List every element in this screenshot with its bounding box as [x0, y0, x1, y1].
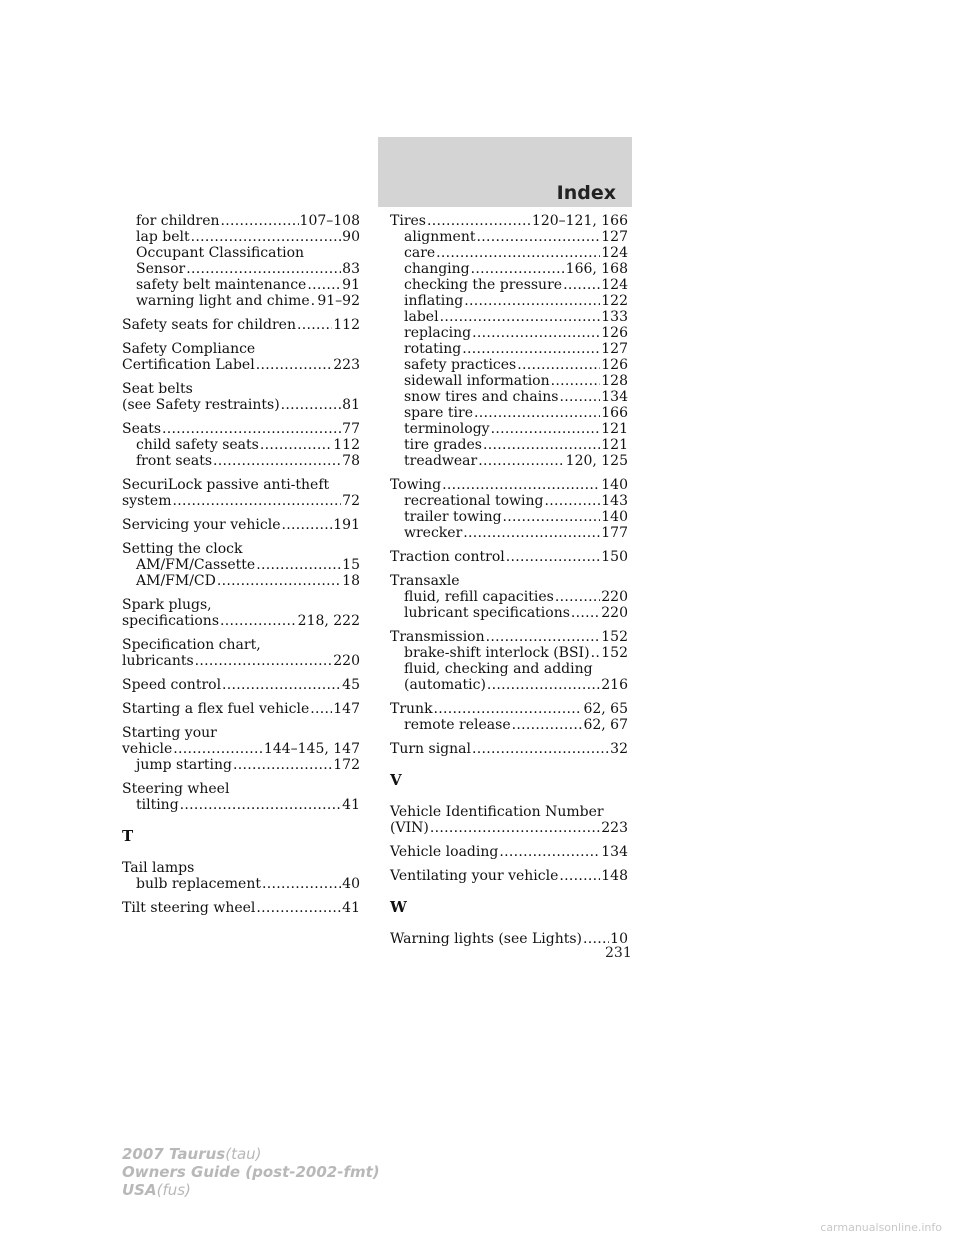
index-line	[122, 317, 360, 333]
index-line	[390, 629, 628, 645]
index-page-ref: 126	[601, 325, 628, 341]
index-line	[390, 931, 628, 947]
index-page-ref: 223	[333, 357, 360, 373]
index-page-ref: 152	[601, 629, 628, 645]
index-column-left	[122, 213, 360, 924]
index-page-ref: 172	[333, 757, 360, 773]
index-entry	[122, 781, 360, 813]
index-term: SecuriLock passive anti-theft	[122, 477, 330, 493]
dot-leader	[462, 341, 600, 357]
index-entry	[390, 844, 628, 860]
index-entry	[122, 701, 360, 717]
index-line	[122, 653, 360, 669]
index-term: spare tire	[404, 405, 474, 421]
index-term: trailer towing	[404, 509, 502, 525]
index-term: Towing	[390, 477, 442, 493]
index-line	[122, 245, 360, 261]
index-page-ref: 120–121, 166	[531, 213, 628, 229]
index-line	[390, 389, 628, 405]
index-term: Turn signal	[390, 741, 471, 757]
index-line	[122, 277, 360, 293]
index-page-ref: 191	[333, 517, 360, 533]
index-page-ref: 62, 67	[583, 717, 628, 733]
index-term: label	[404, 309, 439, 325]
index-entry	[122, 637, 360, 669]
page-title: Index	[556, 182, 616, 204]
dot-leader	[472, 741, 609, 757]
dot-leader	[191, 229, 342, 245]
dot-leader	[476, 229, 600, 245]
index-term: treadwear	[404, 453, 478, 469]
index-term: Seats	[122, 421, 162, 437]
index-page-ref: 220	[601, 605, 628, 621]
index-line	[122, 876, 360, 892]
index-term: terminology	[404, 421, 490, 437]
index-term: vehicle	[122, 741, 173, 757]
dot-leader	[297, 317, 332, 333]
index-term: sidewall information	[404, 373, 550, 389]
index-line	[122, 261, 360, 277]
index-line	[390, 645, 628, 661]
index-entry	[122, 860, 360, 892]
index-line	[390, 277, 628, 293]
index-line	[390, 373, 628, 389]
index-line	[390, 701, 628, 717]
index-line	[390, 573, 628, 589]
index-term: alignment	[404, 229, 476, 245]
index-term: snow tires and chains	[404, 389, 559, 405]
index-page-ref: 124	[601, 245, 628, 261]
index-term: fluid, checking and adding	[404, 661, 593, 677]
dot-leader	[483, 437, 600, 453]
index-term: jump starting	[136, 757, 232, 773]
index-page-ref: 91–92	[317, 293, 360, 309]
dot-leader	[487, 677, 600, 693]
index-term: for children	[136, 213, 220, 229]
dot-leader	[559, 389, 600, 405]
footer-market: USA	[122, 1181, 157, 1199]
index-line	[390, 245, 628, 261]
index-term: specifications	[122, 613, 220, 629]
index-page-ref: 72	[342, 493, 360, 509]
index-page-ref: 10	[610, 931, 628, 947]
index-term: safety practices	[404, 357, 517, 373]
index-line	[390, 868, 628, 884]
index-page-ref: 112	[333, 437, 360, 453]
dot-leader	[213, 453, 341, 469]
index-line	[122, 229, 360, 245]
dot-leader	[220, 613, 297, 629]
index-term: front seats	[136, 453, 213, 469]
index-page-ref: 83	[342, 261, 360, 277]
index-term: Occupant Classification	[136, 245, 305, 261]
index-term: Speed control	[122, 677, 222, 693]
index-term: Tilt steering wheel	[122, 900, 256, 916]
index-term: (see Safety restraints)	[122, 397, 280, 413]
index-page-ref: 140	[601, 477, 628, 493]
index-page-ref: 223	[601, 820, 628, 836]
index-page-ref: 90	[342, 229, 360, 245]
index-term: checking the pressure	[404, 277, 563, 293]
dot-leader	[311, 293, 317, 309]
index-page-ref: 127	[601, 229, 628, 245]
dot-leader	[427, 213, 531, 229]
index-page-ref: 112	[333, 317, 360, 333]
index-page-ref: 166	[601, 405, 628, 421]
dot-leader	[262, 876, 341, 892]
index-term: Tires	[390, 213, 426, 229]
index-line	[390, 493, 628, 509]
dot-leader	[563, 277, 600, 293]
index-entry	[122, 541, 360, 589]
index-line	[122, 453, 360, 469]
index-line	[122, 677, 360, 693]
index-section-letter: T	[122, 827, 134, 845]
index-term: Vehicle loading	[390, 844, 499, 860]
index-line	[390, 293, 628, 309]
index-term: changing	[404, 261, 470, 277]
index-term: (VIN)	[390, 820, 429, 836]
index-term: child safety seats	[136, 437, 259, 453]
index-line	[390, 213, 628, 229]
footer	[122, 1145, 380, 1199]
dot-leader	[442, 477, 600, 493]
dot-leader	[499, 844, 600, 860]
index-term: Seat belts	[122, 381, 193, 397]
index-term: rotating	[404, 341, 462, 357]
index-term: Steering wheel	[122, 781, 230, 797]
index-line	[390, 605, 628, 621]
index-line	[122, 900, 360, 916]
dot-leader	[559, 868, 600, 884]
dot-leader	[233, 757, 332, 773]
index-entry	[122, 517, 360, 533]
index-entry	[390, 741, 628, 757]
index-line	[390, 421, 628, 437]
index-entry	[390, 931, 628, 947]
index-line	[122, 557, 360, 573]
index-entry	[122, 381, 360, 413]
index-line	[122, 357, 360, 373]
index-line	[390, 309, 628, 325]
index-page-ref: 150	[601, 549, 628, 565]
footer-model: 2007 Taurus	[122, 1145, 226, 1163]
index-term: wrecker	[404, 525, 463, 541]
index-term: bulb replacement	[136, 876, 261, 892]
index-term: Certification Label	[122, 357, 255, 373]
index-line	[390, 509, 628, 525]
index-line	[390, 589, 628, 605]
index-page-ref: 143	[601, 493, 628, 509]
index-term: inflating	[404, 293, 464, 309]
index-entry	[390, 573, 628, 621]
footer-guide: Owners Guide (post-2002-fmt)	[122, 1163, 380, 1181]
index-term: Tail lamps	[122, 860, 195, 876]
index-line	[122, 781, 360, 797]
dot-leader	[474, 405, 600, 421]
dot-leader	[491, 421, 601, 437]
index-page-ref: 81	[342, 397, 360, 413]
index-term: Spark plugs,	[122, 597, 212, 613]
index-page-ref: 62, 65	[583, 701, 628, 717]
index-page-ref: 220	[333, 653, 360, 669]
index-entry	[122, 725, 360, 773]
index-term: brake-shift interlock (BSI)	[404, 645, 590, 661]
index-page-ref: 40	[342, 876, 360, 892]
index-term: Traction control	[390, 549, 505, 565]
index-entry	[122, 317, 360, 333]
index-line	[122, 213, 360, 229]
dot-leader	[256, 900, 341, 916]
index-page-ref: 134	[601, 844, 628, 860]
dot-leader	[282, 517, 333, 533]
header-box	[378, 137, 632, 207]
index-term: lap belt	[136, 229, 190, 245]
index-term: Starting a flex fuel vehicle	[122, 701, 310, 717]
index-page-ref: 77	[342, 421, 360, 437]
index-page-ref: 166, 168	[565, 261, 628, 277]
index-line	[390, 357, 628, 373]
index-page-ref: 218, 222	[297, 613, 360, 629]
index-page-ref: 134	[601, 389, 628, 405]
dot-leader	[434, 701, 583, 717]
dot-leader	[472, 325, 600, 341]
index-term: safety belt maintenance	[136, 277, 307, 293]
dot-leader	[195, 653, 333, 669]
index-line	[122, 597, 360, 613]
footer-market-code: (fus)	[156, 1181, 191, 1199]
index-page-ref: 45	[342, 677, 360, 693]
index-term: fluid, refill capacities	[404, 589, 554, 605]
index-term: warning light and chime	[136, 293, 310, 309]
index-page-ref: 124	[601, 277, 628, 293]
index-term: Safety seats for children	[122, 317, 296, 333]
index-term: Ventilating your vehicle	[390, 868, 559, 884]
dot-leader	[172, 493, 341, 509]
index-line	[122, 797, 360, 813]
index-term: Vehicle Identification Number	[390, 804, 604, 820]
dot-leader	[486, 629, 601, 645]
index-term: tilting	[136, 797, 179, 813]
index-page-ref: 144–145, 147	[263, 741, 360, 757]
index-line	[390, 341, 628, 357]
index-term: lubricant specifications	[404, 605, 570, 621]
index-page-ref: 121	[601, 437, 628, 453]
index-line	[390, 405, 628, 421]
index-term: Servicing your vehicle	[122, 517, 281, 533]
index-line	[390, 717, 628, 733]
index-term: Transmission	[390, 629, 485, 645]
index-line	[122, 613, 360, 629]
index-line	[122, 725, 360, 741]
index-term: Sensor	[136, 261, 186, 277]
dot-leader	[217, 573, 341, 589]
index-term: remote release	[404, 717, 511, 733]
index-page-ref: 78	[342, 453, 360, 469]
dot-leader	[173, 741, 263, 757]
dot-leader	[307, 277, 341, 293]
index-line	[122, 860, 360, 876]
index-term: Warning lights (see Lights)	[390, 931, 583, 947]
index-line	[390, 804, 628, 820]
index-entry	[122, 677, 360, 693]
index-line	[122, 397, 360, 413]
dot-leader	[471, 261, 565, 277]
index-page-ref: 148	[601, 868, 628, 884]
index-page-ref: 133	[601, 309, 628, 325]
index-term: AM/FM/CD	[136, 573, 216, 589]
index-page-ref: 128	[601, 373, 628, 389]
index-line	[122, 701, 360, 717]
index-entry	[122, 421, 360, 469]
index-term: replacing	[404, 325, 472, 341]
index-page-ref: 18	[342, 573, 360, 589]
index-line	[390, 437, 628, 453]
index-line	[122, 637, 360, 653]
index-page-ref: 120, 125	[565, 453, 628, 469]
index-line	[122, 437, 360, 453]
page-number: 231	[605, 945, 632, 961]
index-page-ref: 32	[610, 741, 628, 757]
index-page-ref: 140	[601, 509, 628, 525]
dot-leader	[517, 357, 600, 373]
index-line	[390, 820, 628, 836]
dot-leader	[463, 525, 600, 541]
index-entry	[122, 213, 360, 309]
dot-leader	[591, 645, 601, 661]
index-line	[390, 844, 628, 860]
index-line	[122, 421, 360, 437]
dot-leader	[436, 245, 600, 261]
index-line	[122, 381, 360, 397]
dot-leader	[260, 437, 332, 453]
index-line	[122, 293, 360, 309]
dot-leader	[506, 549, 601, 565]
dot-leader	[440, 309, 601, 325]
dot-leader	[551, 373, 601, 389]
index-line	[390, 661, 628, 677]
index-page-ref: 152	[601, 645, 628, 661]
footer-model-code: (tau)	[225, 1145, 262, 1163]
watermark: carmanualsonline.info	[820, 1221, 942, 1234]
dot-leader	[503, 509, 601, 525]
index-line	[122, 493, 360, 509]
index-entry	[390, 868, 628, 884]
index-line	[390, 741, 628, 757]
index-entry	[390, 477, 628, 541]
index-entry	[122, 477, 360, 509]
index-entry	[390, 804, 628, 836]
index-term: Trunk	[390, 701, 433, 717]
index-line	[390, 477, 628, 493]
dot-leader	[222, 677, 341, 693]
dot-leader	[430, 820, 600, 836]
index-term: Starting your	[122, 725, 217, 741]
dot-leader	[162, 421, 341, 437]
dot-leader	[478, 453, 564, 469]
dot-leader	[180, 797, 342, 813]
index-page-ref: 216	[601, 677, 628, 693]
dot-leader	[256, 557, 341, 573]
index-term: care	[404, 245, 436, 261]
index-page-ref: 41	[342, 900, 360, 916]
index-page-ref: 122	[601, 293, 628, 309]
dot-leader	[221, 213, 299, 229]
index-page-ref: 177	[601, 525, 628, 541]
index-entry	[390, 629, 628, 693]
index-entry	[390, 213, 628, 469]
index-line	[122, 477, 360, 493]
index-term: Specification chart,	[122, 637, 261, 653]
dot-leader	[310, 701, 332, 717]
index-line	[122, 573, 360, 589]
index-term: recreational towing	[404, 493, 544, 509]
index-page-ref: 121	[601, 421, 628, 437]
index-line	[390, 325, 628, 341]
index-term: system	[122, 493, 172, 509]
index-entry	[122, 341, 360, 373]
index-line	[122, 341, 360, 357]
index-term: (automatic)	[404, 677, 486, 693]
index-line	[122, 757, 360, 773]
index-page-ref: 126	[601, 357, 628, 373]
index-page-ref: 147	[333, 701, 360, 717]
index-term: lubricants	[122, 653, 194, 669]
index-line	[390, 453, 628, 469]
index-entry	[122, 597, 360, 629]
index-line	[390, 677, 628, 693]
index-page-ref: 127	[601, 341, 628, 357]
index-entry	[390, 701, 628, 733]
index-term: AM/FM/Cassette	[136, 557, 256, 573]
index-line	[122, 741, 360, 757]
index-term: Setting the clock	[122, 541, 243, 557]
dot-leader	[555, 589, 600, 605]
index-line	[390, 229, 628, 245]
dot-leader	[256, 357, 333, 373]
index-term: Safety Compliance	[122, 341, 256, 357]
index-page-ref: 107–108	[299, 213, 360, 229]
dot-leader	[571, 605, 600, 621]
index-entry	[122, 900, 360, 916]
index-term: Transaxle	[390, 573, 460, 589]
index-line	[390, 525, 628, 541]
index-term: tire grades	[404, 437, 482, 453]
dot-leader	[186, 261, 341, 277]
index-entry	[390, 549, 628, 565]
index-page-ref: 41	[342, 797, 360, 813]
index-line	[122, 541, 360, 557]
dot-leader	[512, 717, 583, 733]
index-section-letter: V	[390, 771, 402, 789]
index-section-letter: W	[390, 898, 407, 916]
dot-leader	[281, 397, 342, 413]
index-column-right	[390, 213, 628, 955]
index-line	[122, 517, 360, 533]
index-line	[390, 549, 628, 565]
index-line	[390, 261, 628, 277]
index-page-ref: 220	[601, 589, 628, 605]
index-page-ref: 15	[342, 557, 360, 573]
dot-leader	[464, 293, 600, 309]
dot-leader	[544, 493, 600, 509]
index-page-ref: 91	[342, 277, 360, 293]
